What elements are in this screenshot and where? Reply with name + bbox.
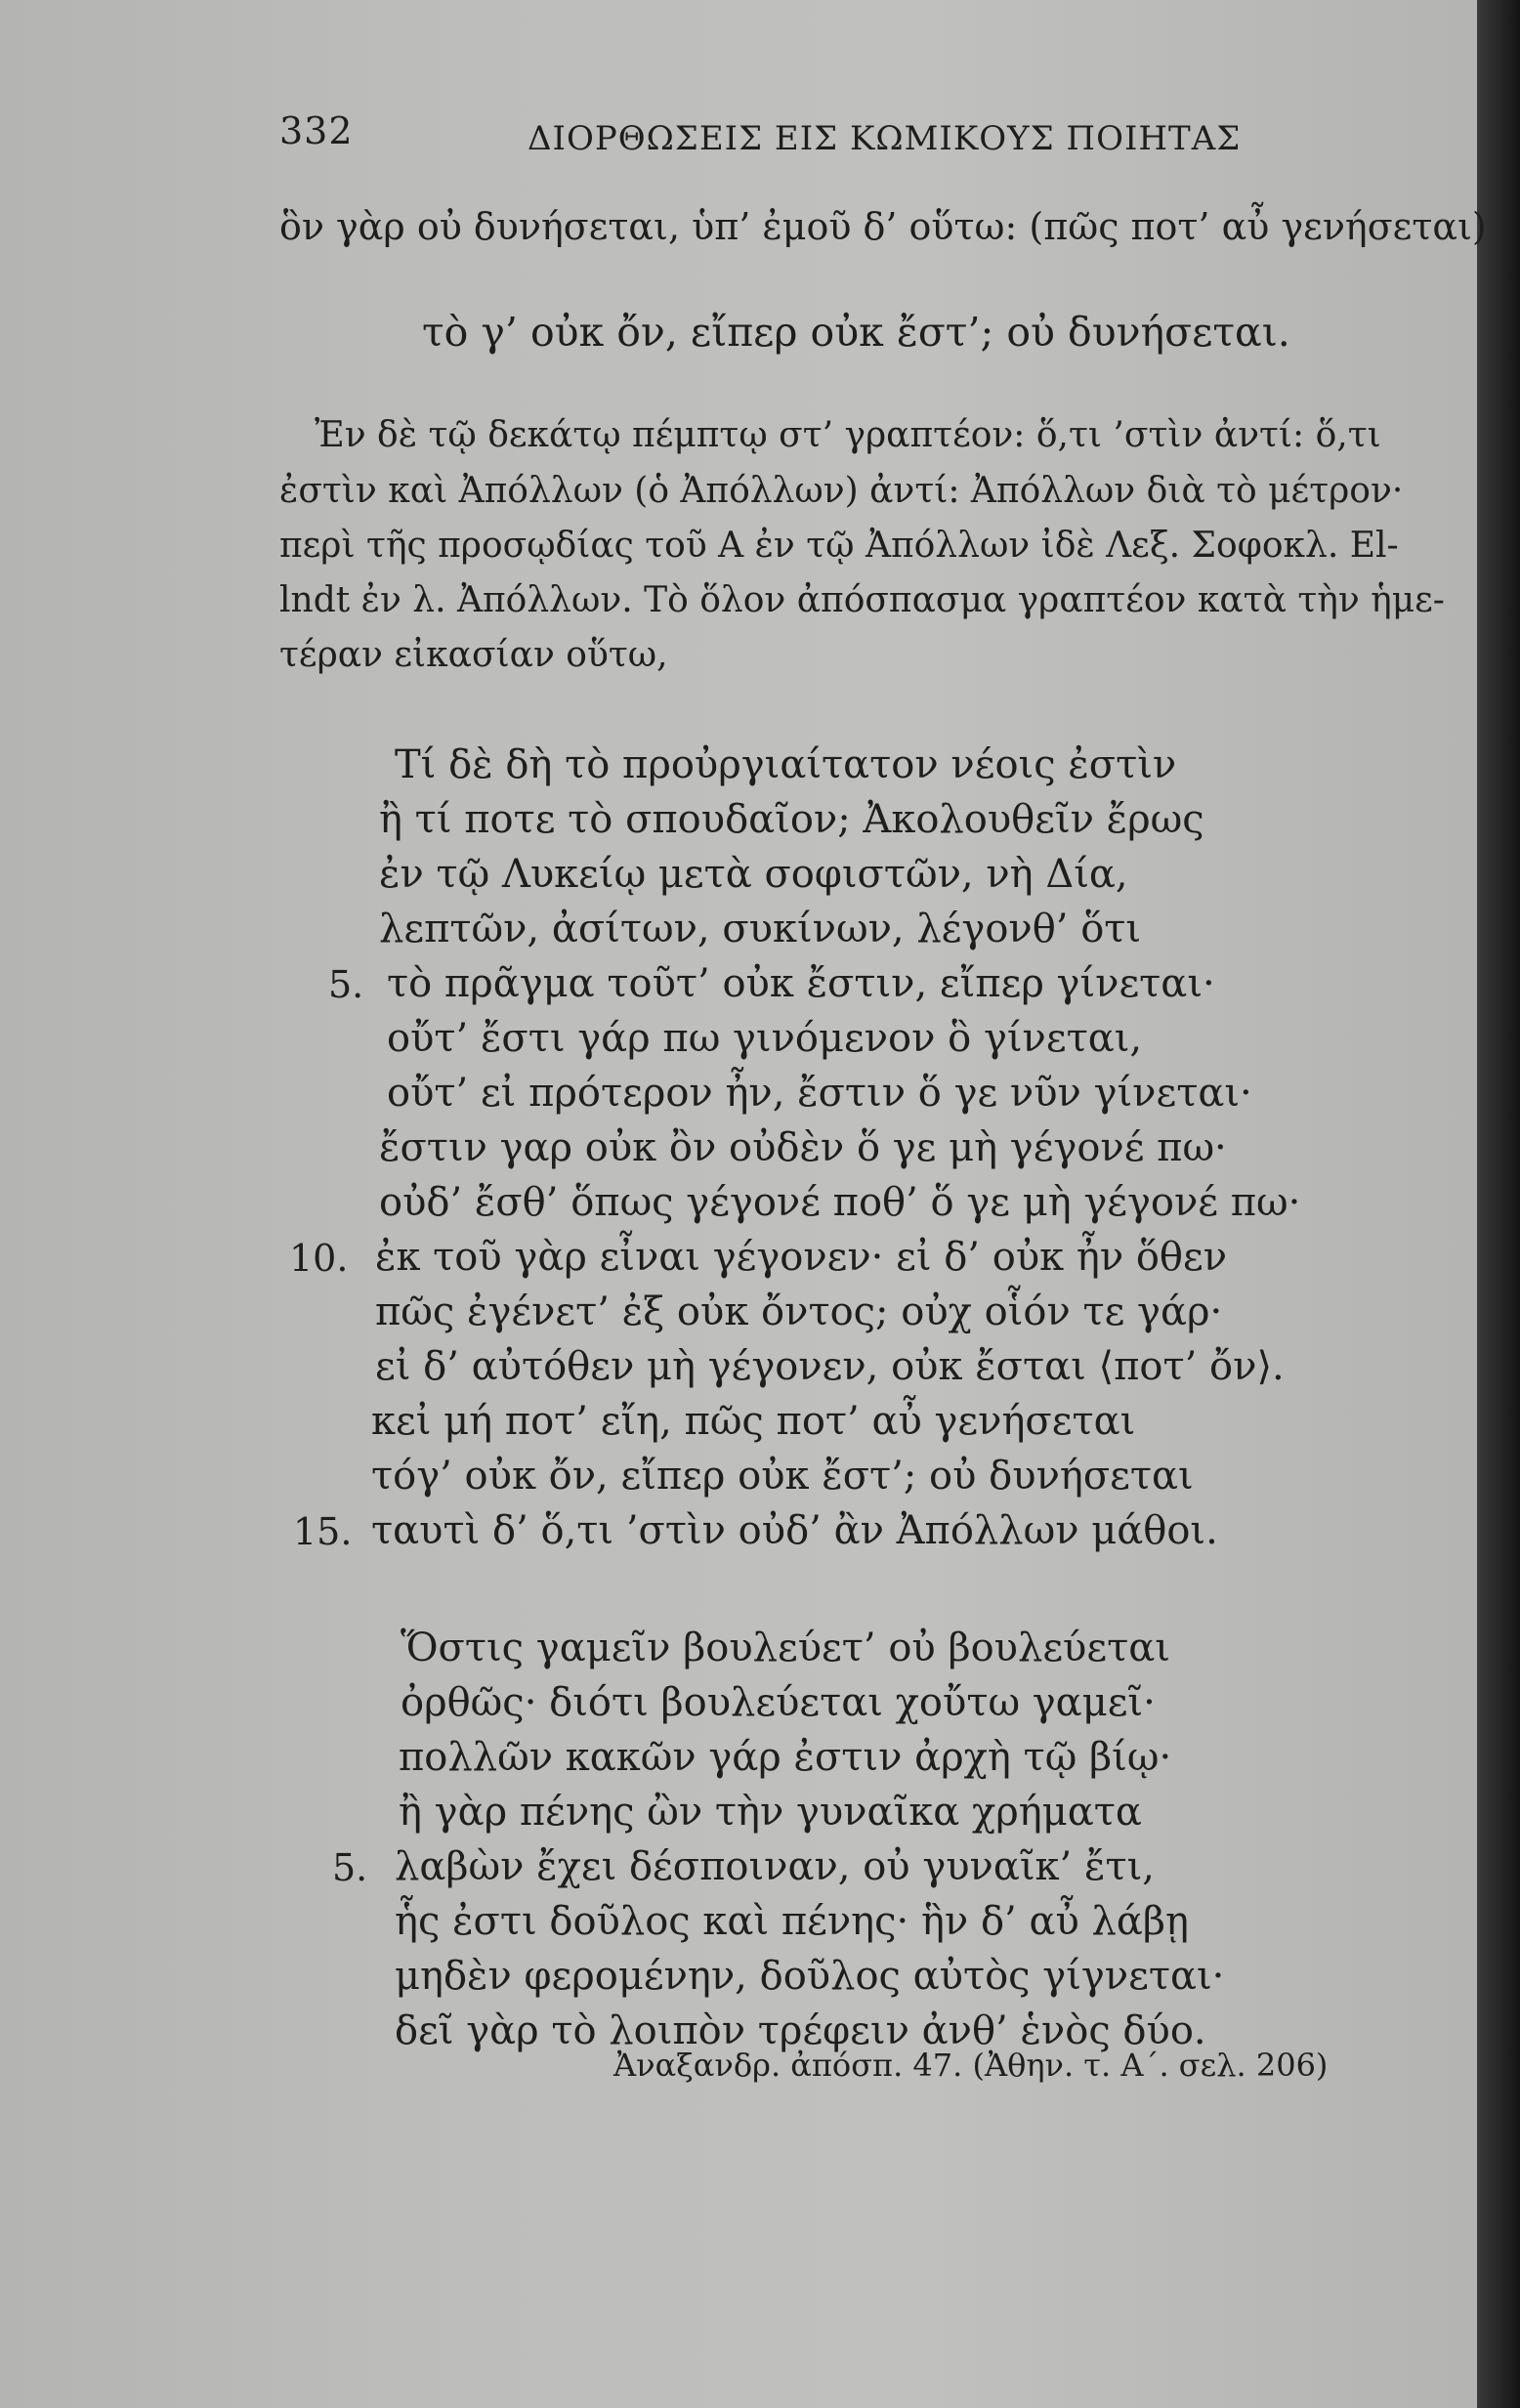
page-number: 332: [279, 109, 354, 152]
poem-line: οὐδ’ ἔσθ’ ὅπως γέγονέ ποθ’ ὅ γε μὴ γέγονέ πω·: [379, 1180, 1301, 1225]
poem-line: τὸ πρᾶγμα τοῦτ’ οὐκ ἔστιν, εἴπερ γίνεται·: [387, 961, 1215, 1006]
poem-line: ταυτὶ δ’ ὅ,τι ’στὶν οὐδ’ ἂν Ἀπόλλων μάθοι.: [371, 1508, 1218, 1553]
poem-line: λαβὼν ἔχει δέσποιναν, οὐ γυναῖκ’ ἔτι,: [395, 1844, 1155, 1889]
line-number: 15.: [293, 1510, 353, 1553]
poem-line: Ὅστις γαμεῖν βουλεύετ’ οὐ βουλεύεται: [401, 1626, 1170, 1670]
source-citation: Ἀναξανδρ. ἀπόσπ. 47. (Ἀθην. τ. Α΄. σελ. 206): [613, 2047, 1329, 2084]
line-number: 5.: [328, 963, 364, 1006]
poem-line: ἢ γὰρ πένης ὢν τὴν γυναῖκα χρήματα: [399, 1790, 1142, 1835]
poem-line: ὀρθῶς· διότι βουλεύεται χοὔτω γαμεῖ·: [401, 1680, 1156, 1725]
paragraph-line: περὶ τῆς προσῳδίας τοῦ Α ἐν τῷ Ἀπόλλων ἰδὲ Λεξ. Σοφοκλ. El-: [279, 526, 1399, 566]
poem-line: ἐν τῷ Λυκείῳ μετὰ σοφιστῶν, νὴ Δία,: [379, 852, 1128, 897]
poem-line: οὔτ’ εἰ πρότερον ἦν, ἔστιν ὅ γε νῦν γίνεται·: [387, 1071, 1252, 1116]
poem-line: εἰ δ’ αὐτόθεν μὴ γέγονεν, οὐκ ἔσται ⟨ποτ’ ὄν⟩.: [375, 1344, 1285, 1389]
poem-line: πῶς ἐγένετ’ ἐξ οὐκ ὄντος; οὐχ οἷόν τε γάρ·: [375, 1289, 1223, 1334]
poem-line: κεἰ μή ποτ’ εἴη, πῶς ποτ’ αὖ γενήσεται: [371, 1399, 1136, 1444]
intro-line: τὸ γ’ οὐκ ὄν, εἴπερ οὐκ ἔστ’; οὐ δυνήσεται.: [422, 309, 1290, 356]
poem-line: ἧς ἐστι δοῦλος καὶ πένης· ἣν δ’ αὖ λάβῃ: [395, 1899, 1189, 1944]
poem-line: ἐκ τοῦ γὰρ εἶναι γέγονεν· εἰ δ’ οὐκ ἦν ὅθεν: [375, 1235, 1228, 1280]
poem-line: ἔστιν γαρ οὐκ ὂν οὐδὲν ὅ γε μὴ γέγονέ πω·: [379, 1125, 1227, 1170]
paragraph-line: Ἐν δὲ τῷ δεκάτῳ πέμπτῳ στ’ γραπτέον: ὅ,τι ’στὶν ἀντί: ὅ,τι: [315, 415, 1381, 455]
book-spine-shadow: [1477, 0, 1520, 2408]
poem-line: λεπτῶν, ἀσίτων, συκίνων, λέγονθ’ ὅτι: [379, 907, 1142, 951]
poem-line: ἢ τί ποτε τὸ σπουδαῖον; Ἀκολουθεῖν ἔρως: [379, 797, 1204, 842]
poem-line: μηδὲν φερομένην, δοῦλος αὐτὸς γίγνεται·: [395, 1954, 1225, 1999]
running-head: ΔΙΟΡΘΩΣΕΙΣ ΕΙΣ ΚΩΜΙΚΟΥΣ ΠΟΙΗΤΑΣ: [528, 119, 1242, 158]
poem-line: οὔτ’ ἔστι γάρ πω γινόμενον ὃ γίνεται,: [387, 1016, 1143, 1061]
poem-line: Τί δὲ δὴ τὸ προὐργιαίτατον νέοις ἐστὶν: [395, 742, 1177, 787]
paragraph-line: ἐστὶν καὶ Ἀπόλλων (ὁ Ἀπόλλων) ἀντί: Ἀπόλλων διὰ τὸ μέτρον·: [279, 471, 1404, 511]
poem-line: δεῖ γὰρ τὸ λοιπὸν τρέφειν ἀνθ’ ἑνὸς δύο.: [395, 2008, 1206, 2053]
poem-line: πολλῶν κακῶν γάρ ἐστιν ἀρχὴ τῷ βίῳ·: [399, 1735, 1172, 1780]
line-number: 5.: [332, 1846, 368, 1889]
paragraph-line: τέραν εἰκασίαν οὕτω,: [279, 635, 668, 675]
line-number: 10.: [289, 1237, 349, 1280]
poem-line: τόγ’ οὐκ ὄν, εἴπερ οὐκ ἔστ’; οὐ δυνήσεται: [371, 1454, 1194, 1499]
paragraph-line: lndt ἐν λ. Ἀπόλλων. Τὸ ὅλον ἀπόσπασμα γραπτέον κατὰ τὴν ἡμε-: [279, 580, 1445, 620]
intro-line: ὃν γὰρ οὐ δυνήσεται, ὑπ’ ἐμοῦ δ’ οὕτω: (πῶς ποτ’ αὖ γενήσεται): [279, 205, 1487, 248]
